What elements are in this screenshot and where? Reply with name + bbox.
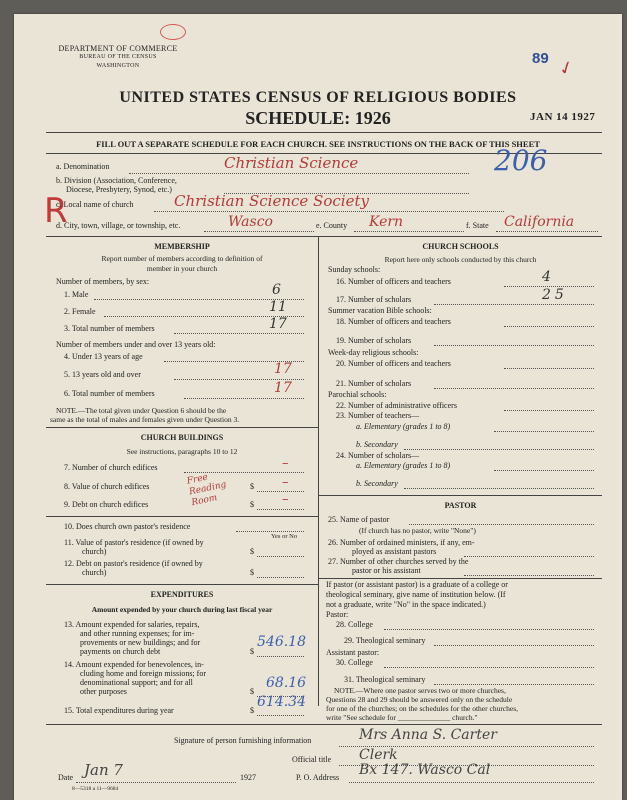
q11-label-b: church)	[82, 547, 107, 556]
official-title-value[interactable]: Clerk	[359, 747, 398, 763]
po-address-label: P. O. Address	[296, 773, 340, 782]
q19-label: 19. Number of scholars	[336, 336, 412, 345]
q7-value[interactable]: –	[282, 456, 289, 471]
county-value[interactable]: Kern	[369, 214, 404, 230]
q30-label: 30. College	[336, 658, 373, 667]
q15-value[interactable]: 614.34	[257, 694, 306, 710]
dept-name: DEPARTMENT OF COMMERCE	[58, 44, 178, 53]
buildings-sub: See instructions, paragraphs 10 to 12	[126, 447, 238, 456]
q1-value[interactable]: 6	[272, 282, 281, 298]
sunday-label: Sunday schools:	[328, 265, 381, 274]
date-label: Date	[58, 773, 74, 782]
expenditures-heading: EXPENDITURES	[150, 590, 214, 599]
weekday-label: Week-day religious schools:	[328, 348, 419, 357]
q23-label: 23. Number of teachers—	[336, 411, 420, 420]
date-line	[76, 782, 236, 783]
q14-label-b: cluding home and foreign missions; for	[80, 669, 206, 678]
q13-dollar: $	[250, 647, 254, 656]
official-title-label: Official title	[292, 755, 332, 764]
denomination-value[interactable]: Christian Science	[224, 154, 359, 172]
q21-line	[434, 388, 594, 389]
pastor-note-2: Questions 28 and 29 should be answered only on the schedule	[326, 695, 513, 704]
q9-label: 9. Debt on church edifices	[64, 500, 149, 509]
red-circle-mark	[160, 24, 186, 40]
division-label-2: Diocese, Presbytery, Synod, etc.)	[66, 185, 172, 194]
q26-label-b: ployed as assistant pastors	[352, 547, 437, 556]
denomination-line	[129, 173, 469, 174]
q11-dollar: $	[250, 547, 254, 556]
q29-label: 29. Theological seminary	[344, 636, 426, 645]
q18-label: 18. Number of officers and teachers	[336, 317, 451, 326]
residence-rule	[46, 516, 318, 517]
q10-label: 10. Does church own pastor's residence	[64, 522, 191, 531]
q17-line	[434, 304, 594, 305]
q6-label: 6. Total number of members	[64, 389, 155, 398]
q8-line	[257, 491, 304, 492]
q31-line	[434, 684, 594, 685]
schedule-title: SCHEDULE: 1926	[245, 108, 391, 128]
q27-label-b: pastor or his assistant	[352, 566, 421, 575]
pastor-heading: PASTOR	[444, 501, 477, 510]
buildings-heading: CHURCH BUILDINGS	[140, 433, 224, 442]
q21-label: 21. Number of scholars	[336, 379, 412, 388]
q19-line	[434, 345, 594, 346]
q23b-label: b. Secondary	[356, 440, 398, 449]
bureau-name: BUREAU OF THE CENSUS	[79, 54, 157, 60]
q5-value[interactable]: 17	[274, 361, 292, 377]
membership-note-2: same as the total of males and females given under Question 3.	[50, 415, 240, 424]
graduate-para-1: If pastor (or assistant pastor) is a graduate of a college or	[326, 580, 508, 589]
q4-label: 4. Under 13 years of age	[64, 352, 143, 361]
pastor-note-1: NOTE.—Where one pastor serves two or more churches,	[334, 686, 506, 695]
q10-line	[236, 531, 304, 532]
q23a-label: a. Elementary (grades 1 to 8)	[356, 422, 451, 431]
q27-line	[464, 575, 594, 576]
q12-label: 12. Debt on pastor's residence (if owned by	[64, 559, 203, 568]
summer-label: Summer vacation Bible schools:	[328, 306, 432, 315]
pastor-rule	[318, 495, 602, 496]
local-name-value[interactable]: Christian Science Society	[174, 192, 369, 210]
q14-label-d: other purposes	[80, 687, 127, 696]
q22-line	[504, 410, 594, 411]
q15-dollar: $	[250, 706, 254, 715]
county-line	[354, 231, 464, 232]
q8-value[interactable]: –	[282, 475, 289, 490]
city-label: d. City, town, village, or township, etc.	[56, 221, 181, 230]
yes-no-hint: Yes or No	[271, 533, 298, 540]
buildings-rule	[46, 427, 318, 428]
q17-value[interactable]: 25	[542, 287, 568, 303]
q12-line	[257, 577, 304, 578]
q30-line	[384, 667, 594, 668]
q13-label-b: and other running expenses; for im-	[80, 629, 195, 638]
parochial-label: Parochial schools:	[328, 390, 387, 399]
q26-line	[464, 556, 594, 557]
q23b-line	[404, 449, 594, 450]
q15-label: 15. Total expenditures during year	[64, 706, 174, 715]
q8-dollar: $	[250, 482, 254, 491]
age-header: Number of members under and over 13 years old:	[56, 340, 216, 349]
schools-sub: Report here only schools conducted by this church	[384, 255, 537, 264]
q14-dollar: $	[250, 687, 254, 696]
q17-label: 17. Number of scholars	[336, 295, 412, 304]
signature-value[interactable]: Mrs Anna S. Carter	[359, 727, 497, 743]
local-name-label: c. Local name of church	[56, 200, 134, 209]
q11-line	[257, 556, 304, 557]
by-sex-label: Number of members, by sex:	[56, 277, 150, 286]
q14-label-a: 14. Amount expended for benevolences, in-	[64, 660, 204, 669]
q7-label: 7. Number of church edifices	[64, 463, 158, 472]
county-label: e. County	[316, 221, 348, 230]
state-line	[496, 231, 598, 232]
form-code: 8—5318 a 11—9684	[72, 786, 119, 792]
q31-label: 31. Theological seminary	[344, 675, 426, 684]
pastor-note-4: write "See schedule for ______________ church."	[326, 713, 478, 722]
q28-label: 28. College	[336, 620, 373, 629]
state-value[interactable]: California	[504, 214, 575, 230]
instruction-line: FILL OUT A SEPARATE SCHEDULE FOR EACH CHURCH. SEE INSTRUCTIONS ON THE BACK OF THIS SHEET	[96, 139, 540, 149]
margin-note: Free Reading Room	[186, 472, 228, 509]
membership-sub2: member in your church	[146, 264, 218, 273]
city-name: WASHINGTON	[96, 63, 140, 69]
graduate-para-2: theological seminary, give name of institution below. (If	[326, 590, 506, 599]
q26-label: 26. Number of ordained ministers, if any, em-	[328, 538, 475, 547]
q22-label: 22. Number of administrative officers	[336, 401, 457, 410]
membership-note-1: NOTE.—The total given under Question 6 should be the	[56, 406, 227, 415]
asst-pastor-sublabel: Assistant pastor:	[326, 648, 380, 657]
q24a-label: a. Elementary (grades 1 to 8)	[356, 461, 451, 470]
q14-value[interactable]: 68.16	[266, 675, 307, 691]
q13-value[interactable]: 546.18	[257, 634, 306, 650]
q27-label: 27. Number of other churches served by the	[328, 557, 469, 566]
membership-sub1: Report number of members according to definition of	[101, 254, 263, 263]
red-r-mark: R	[44, 191, 68, 231]
census-schedule-sheet	[14, 14, 622, 800]
division-label: b. Division (Association, Conference,	[56, 176, 177, 185]
q8-label: 8. Value of church edifices	[64, 482, 150, 491]
city-value[interactable]: Wasco	[228, 214, 273, 230]
pastor-sublabel: Pastor:	[326, 610, 349, 619]
denomination-code: 206	[494, 144, 548, 177]
q20-label: 20. Number of officers and teachers	[336, 359, 451, 368]
q24b-line	[404, 488, 594, 489]
received-date-stamp: JAN 14 1927	[530, 111, 596, 123]
q16-value[interactable]: 4	[542, 269, 551, 285]
red-check-mark: ✓	[555, 56, 577, 81]
form-title: UNITED STATES CENSUS OF RELIGIOUS BODIES	[119, 89, 517, 106]
q13-label-c: provements or new buildings; and for	[80, 638, 201, 647]
schedule-number: 89	[532, 50, 549, 67]
q20-line	[504, 368, 594, 369]
q25-hint: (If church has no pastor, write "None")	[359, 526, 476, 535]
expenditures-sub: Amount expended by your church during last fiscal year	[91, 605, 273, 614]
membership-heading: MEMBERSHIP	[154, 242, 210, 251]
q24a-line	[494, 470, 594, 471]
q6-value[interactable]: 17	[274, 380, 292, 396]
q24b-label: b. Secondary	[356, 479, 398, 488]
schools-heading: CHURCH SCHOOLS	[422, 242, 499, 251]
q18-line	[504, 326, 594, 327]
q15-line	[257, 715, 304, 716]
po-address-value[interactable]: Bx 147. Wasco Cal	[359, 762, 491, 778]
q2-label: 2. Female	[64, 307, 96, 316]
top-rule	[46, 132, 602, 133]
q9-dollar: $	[250, 500, 254, 509]
q24-label: 24. Number of scholars—	[336, 451, 420, 460]
q28-line	[384, 629, 594, 630]
q13-label-a: 13. Amount expended for salaries, repairs,	[64, 620, 200, 629]
q3-label: 3. Total number of members	[64, 324, 155, 333]
q14-label-c: denominational support; and for all	[80, 678, 193, 687]
po-address-line	[349, 782, 594, 783]
city-line	[204, 231, 314, 232]
graduate-rule	[318, 578, 602, 579]
q23a-line	[494, 431, 594, 432]
expenditures-rule	[46, 584, 318, 585]
q25-label: 25. Name of pastor	[328, 515, 390, 524]
graduate-para-3: not a graduate, write "No" in the space indicated.)	[326, 600, 486, 609]
q12-dollar: $	[250, 568, 254, 577]
q12-label-b: church)	[82, 568, 107, 577]
signature-label: Signature of person furnishing information	[174, 736, 312, 745]
q9-line	[257, 509, 304, 510]
column-divider	[318, 236, 319, 706]
q5-label: 5. 13 years old and over	[64, 370, 141, 379]
q29-line	[434, 645, 594, 646]
q13-line	[257, 656, 304, 657]
pastor-note-3: for one of the churches; on the schedules for the other churches,	[326, 704, 519, 713]
q3-value[interactable]: 17	[269, 316, 287, 332]
q11-label: 11. Value of pastor's residence (if owned by	[64, 538, 204, 547]
footer-rule	[46, 724, 602, 725]
date-year: 1927	[240, 773, 256, 782]
q13-label-d: payments on church debt	[80, 647, 161, 656]
q16-label: 16. Number of officers and teachers	[336, 277, 451, 286]
denomination-label: a. Denomination	[56, 162, 110, 171]
q6-line	[184, 398, 304, 399]
q25-line	[409, 524, 594, 525]
department-header	[58, 44, 178, 71]
q1-label: 1. Male	[64, 290, 89, 299]
local-name-line	[154, 211, 504, 212]
q3-line	[174, 333, 304, 334]
section-rule	[46, 236, 602, 237]
q2-value[interactable]: 11	[269, 299, 287, 315]
date-value[interactable]: Jan 7	[84, 761, 123, 779]
q9-value[interactable]: –	[282, 492, 289, 507]
state-label: f. State	[466, 221, 489, 230]
